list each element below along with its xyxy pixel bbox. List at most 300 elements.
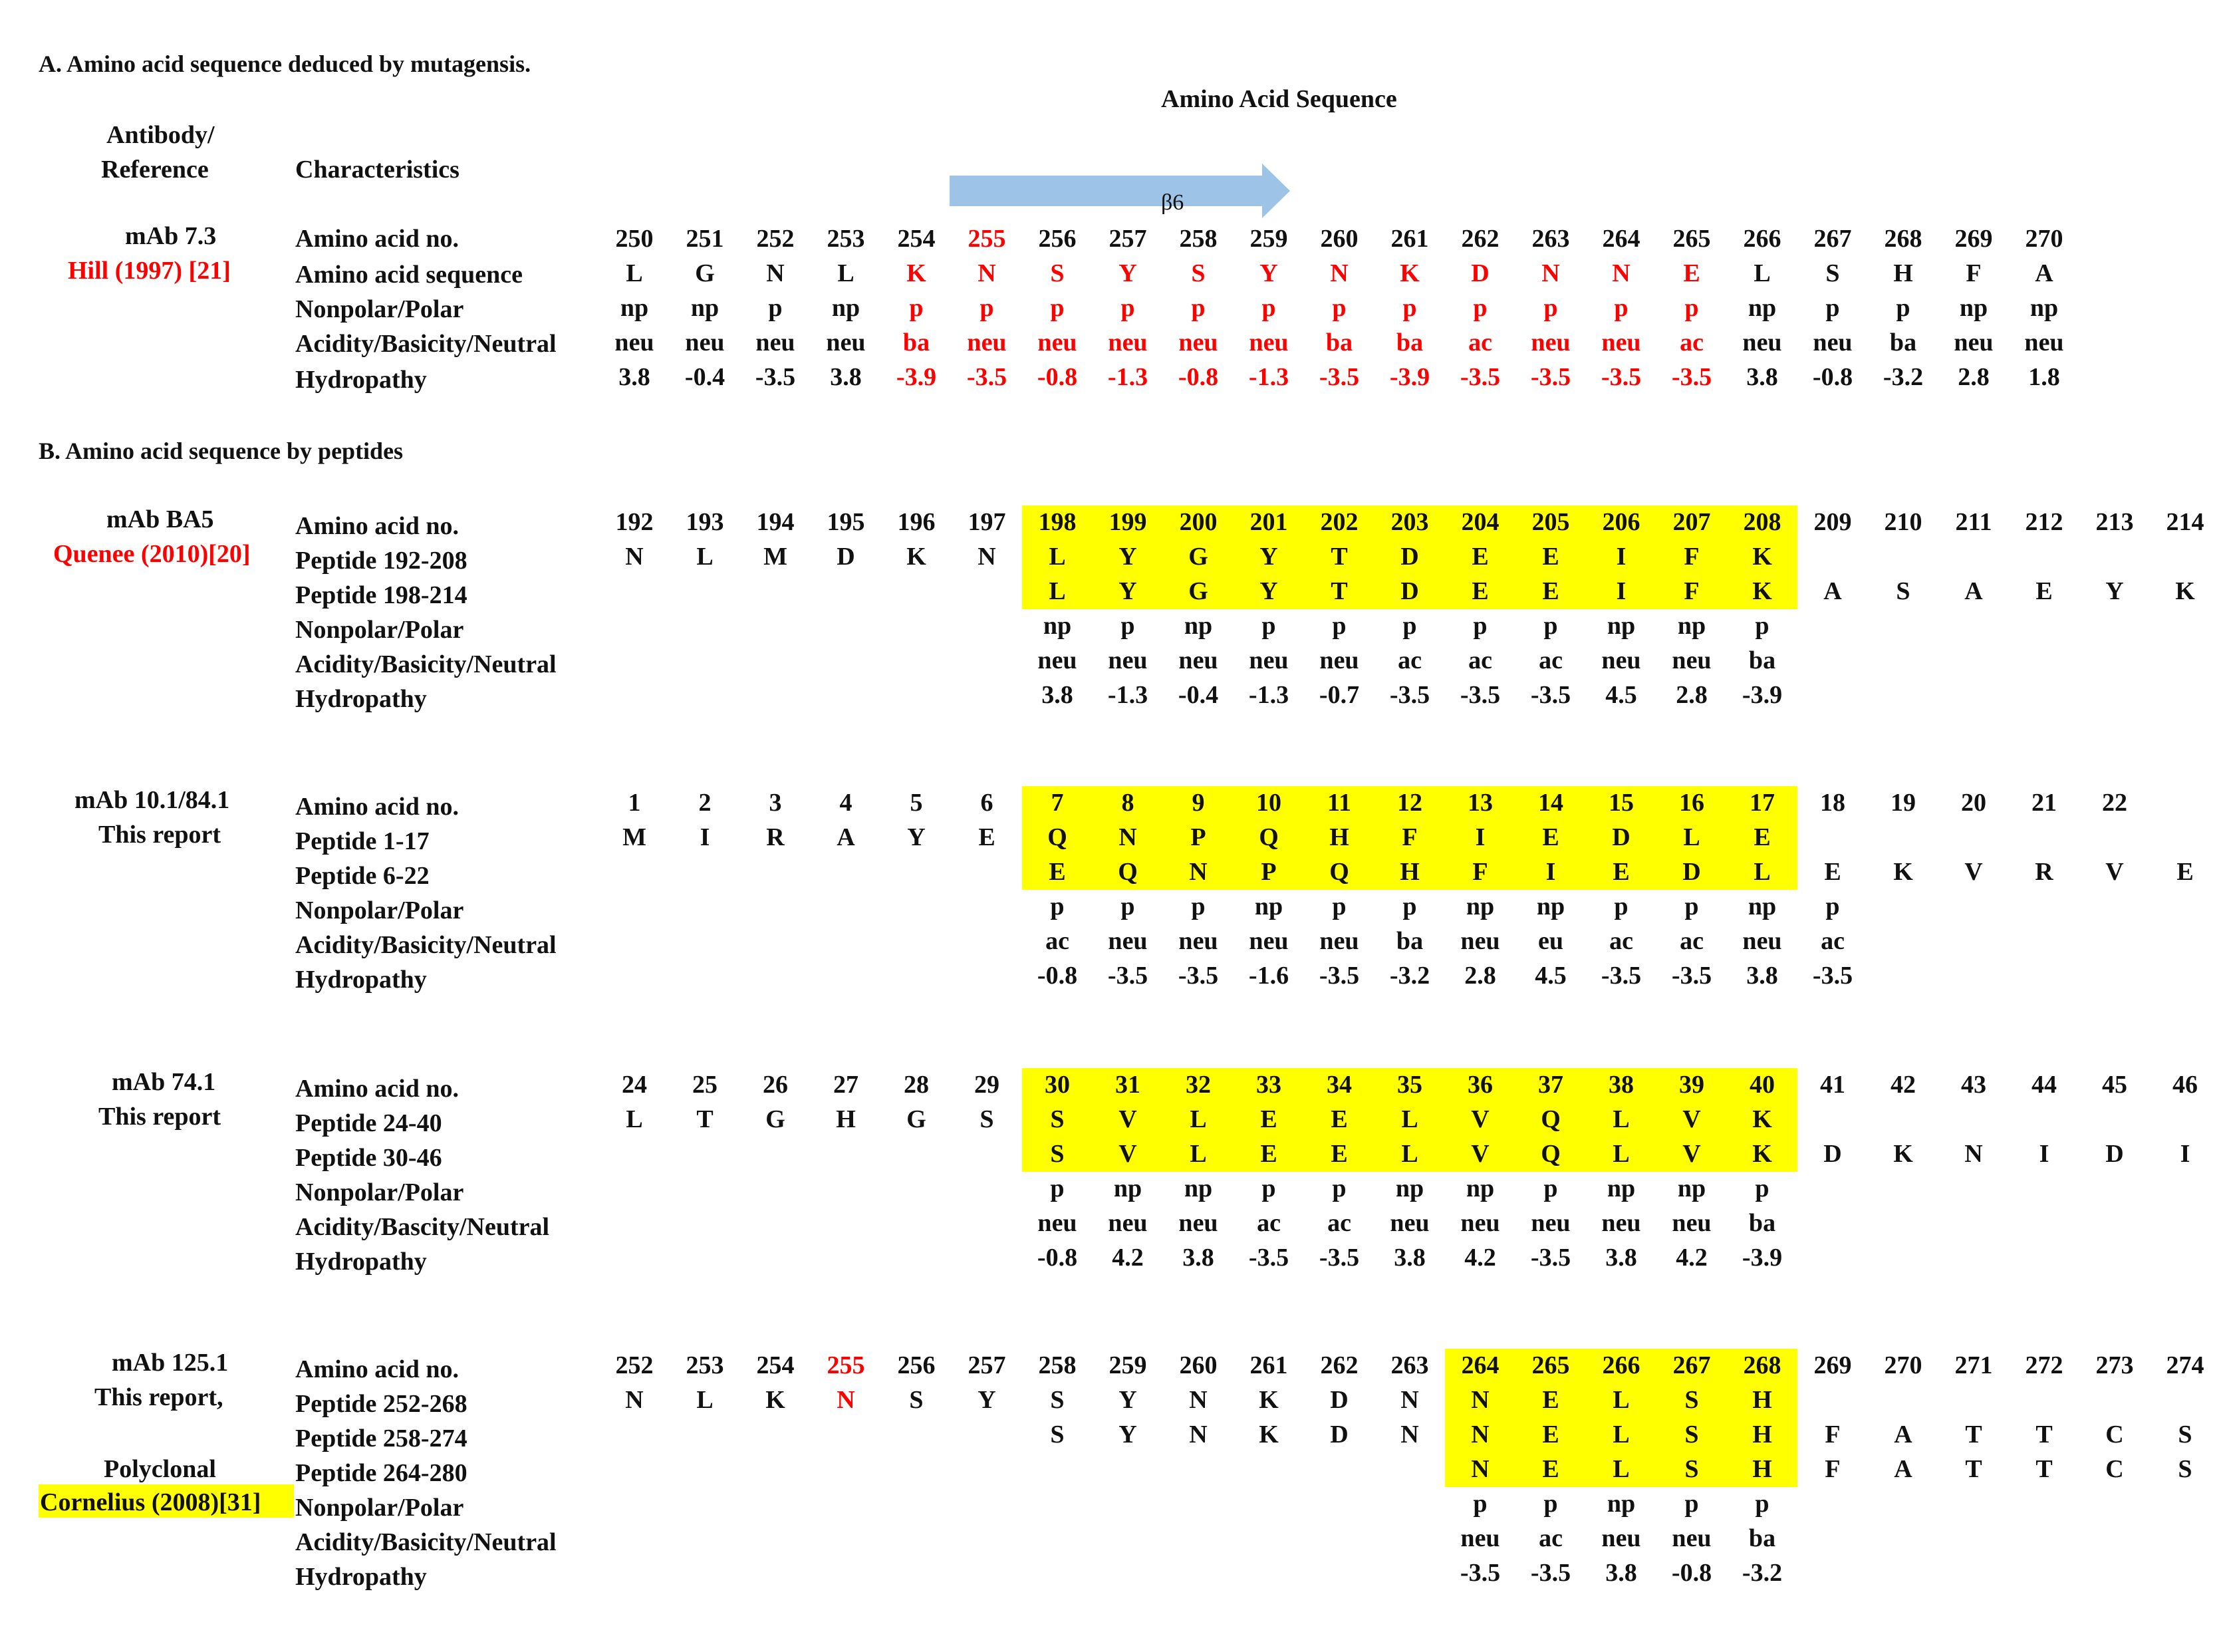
- hydropathy-value: -1.3: [1107, 363, 1148, 391]
- acidity-value: neu: [1178, 329, 1218, 356]
- amino-acid-number: 11: [1327, 789, 1351, 817]
- acidity-value: ac: [1539, 1524, 1563, 1552]
- acidity-value: neu: [1460, 927, 1500, 955]
- polarity-value: np: [1184, 1174, 1213, 1202]
- peptide-residue: L: [1613, 1140, 1630, 1168]
- acidity-value: ac: [1045, 927, 1069, 955]
- peptide-residue: Q: [1541, 1105, 1561, 1133]
- amino-acid-number: 3: [769, 789, 782, 817]
- acidity-value: ac: [1680, 329, 1704, 356]
- amino-acid-number: 213: [2095, 508, 2134, 536]
- amino-acid-number: 17: [1750, 789, 1775, 817]
- peptide-residue: E: [1613, 858, 1630, 886]
- amino-acid-number: 46: [2172, 1071, 2198, 1099]
- acidity-value: neu: [1742, 927, 1782, 955]
- polarity-value: p: [1543, 294, 1558, 322]
- amino-acid-residue: S: [1050, 259, 1065, 287]
- row-label: Hydropathy: [295, 1563, 427, 1591]
- hydropathy-value: -0.8: [1178, 363, 1219, 391]
- reference-citation: This report: [98, 821, 221, 849]
- acidity-value: ba: [1325, 329, 1353, 356]
- amino-acid-number: 5: [910, 789, 923, 817]
- hydropathy-value: -3.5: [1248, 1244, 1289, 1272]
- peptide-residue: N: [1964, 1140, 1983, 1168]
- peptide-residue: G: [765, 1105, 785, 1133]
- hydropathy-value: 2.8: [1958, 363, 1990, 391]
- peptide-residue: I: [1616, 577, 1627, 605]
- amino-acid-number: 195: [827, 508, 865, 536]
- hydropathy-value: -3.5: [755, 363, 796, 391]
- amino-acid-residue: D: [1471, 259, 1490, 287]
- acidity-value: neu: [755, 329, 795, 356]
- hydropathy-value: -3.5: [1319, 1244, 1360, 1272]
- row-label: Nonpolar/Polar: [295, 1178, 464, 1206]
- hydropathy-value: -3.5: [1460, 681, 1501, 709]
- row-label: Amino acid sequence: [295, 261, 523, 289]
- amino-acid-number: 44: [2031, 1071, 2057, 1099]
- peptide-residue: L: [696, 1386, 714, 1414]
- row-label: Nonpolar/Polar: [295, 1494, 464, 1522]
- reference-citation: This report,: [94, 1383, 223, 1411]
- amino-acid-number: 41: [1820, 1071, 1845, 1099]
- amino-acid-number: 269: [1813, 1351, 1852, 1379]
- hydropathy-value: 2.8: [1676, 681, 1708, 709]
- section-b-title: B. Amino acid sequence by peptides: [39, 438, 404, 464]
- peptide-residue: L: [1613, 1386, 1630, 1414]
- amino-acid-number: 267: [1672, 1351, 1711, 1379]
- hydropathy-value: -3.2: [1389, 962, 1430, 990]
- acidity-value: ba: [1748, 646, 1776, 674]
- peptide-residue: Y: [1118, 543, 1137, 571]
- peptide-residue: T: [696, 1105, 714, 1133]
- peptide-residue: F: [1825, 1455, 1841, 1483]
- peptide-residue: F: [1684, 543, 1700, 571]
- amino-acid-residue: G: [695, 259, 715, 287]
- peptide-residue: V: [1118, 1140, 1137, 1168]
- row-label: Peptide 252-268: [295, 1390, 467, 1418]
- polarity-value: p: [1332, 1174, 1347, 1202]
- peptide-residue: K: [1752, 543, 1772, 571]
- acidity-value: ba: [1748, 1209, 1776, 1237]
- amino-acid-number: 193: [686, 508, 724, 536]
- acidity-value: ac: [1257, 1209, 1281, 1237]
- hydropathy-value: -3.5: [1601, 363, 1642, 391]
- peptide-residue: Y: [907, 823, 926, 851]
- amino-acid-number: 262: [1320, 1351, 1359, 1379]
- amino-acid-number: 196: [897, 508, 936, 536]
- polarity-value: np: [2029, 294, 2059, 322]
- hydropathy-value: -0.8: [1037, 962, 1078, 990]
- polarity-value: p: [1050, 893, 1065, 920]
- peptide-residue: N: [625, 543, 644, 571]
- amino-acid-number: 13: [1468, 789, 1493, 817]
- acidity-value: neu: [1531, 329, 1571, 356]
- amino-acid-number: 252: [615, 1351, 654, 1379]
- row-label: Acidity/Basicity/Neutral: [295, 330, 557, 358]
- peptide-residue: A: [1894, 1455, 1912, 1483]
- amino-acid-number: 260: [1320, 225, 1359, 253]
- peptide-residue: S: [1684, 1386, 1699, 1414]
- hydropathy-value: -3.5: [1530, 1559, 1571, 1587]
- row-label: Amino acid no.: [295, 793, 459, 821]
- hydropathy-value: -3.9: [1742, 1244, 1783, 1272]
- polarity-value: p: [1614, 294, 1629, 322]
- row-label: Amino acid no.: [295, 512, 459, 540]
- row-label: Hydropathy: [295, 1248, 427, 1276]
- row-label: Hydropathy: [295, 966, 427, 994]
- polarity-value: np: [1184, 612, 1213, 640]
- hydropathy-value: -0.8: [1671, 1559, 1712, 1587]
- amino-acid-residue: A: [2035, 259, 2053, 287]
- peptide-residue: L: [1613, 1105, 1630, 1133]
- amino-acid-number: 257: [1109, 225, 1147, 253]
- peptide-residue: Q: [1329, 858, 1349, 886]
- amino-acid-number: 204: [1461, 508, 1500, 536]
- peptide-residue: L: [1190, 1140, 1207, 1168]
- hydropathy-value: 4.2: [1676, 1244, 1708, 1272]
- peptide-residue: S: [1050, 1421, 1065, 1448]
- peptide-residue: L: [1401, 1105, 1418, 1133]
- acidity-value: neu: [1672, 1209, 1712, 1237]
- peptide-residue: D: [1612, 823, 1631, 851]
- amino-acid-number: 258: [1038, 1351, 1077, 1379]
- peptide-residue: N: [1118, 823, 1137, 851]
- peptide-residue: E: [1542, 543, 1559, 571]
- hydropathy-value: -3.5: [1812, 962, 1853, 990]
- peptide-residue: D: [1682, 858, 1701, 886]
- hydropathy-value: 3.8: [1605, 1559, 1637, 1587]
- beta-strand-arrow: [950, 162, 1290, 219]
- peptide-residue: Y: [1259, 577, 1278, 605]
- polarity-value: p: [1684, 1490, 1699, 1518]
- amino-acid-number: 258: [1179, 225, 1218, 253]
- amino-acid-number: 207: [1672, 508, 1711, 536]
- peptide-residue: E: [1331, 1140, 1348, 1168]
- polarity-value: np: [690, 294, 720, 322]
- amino-acid-residue: S: [1825, 259, 1840, 287]
- amino-acid-number: 263: [1531, 225, 1570, 253]
- polarity-value: p: [1684, 294, 1699, 322]
- peptide-residue: E: [1542, 1455, 1559, 1483]
- peptide-residue: S: [909, 1386, 924, 1414]
- peptide-residue: N: [1189, 858, 1208, 886]
- acidity-value: neu: [1672, 646, 1712, 674]
- amino-acid-number: 26: [763, 1071, 788, 1099]
- row-label: Nonpolar/Polar: [295, 295, 464, 323]
- hydropathy-value: -3.5: [1530, 363, 1571, 391]
- amino-acid-number: 45: [2102, 1071, 2127, 1099]
- amino-acid-number: 210: [1884, 508, 1922, 536]
- amino-acid-residue: L: [837, 259, 854, 287]
- acidity-value: neu: [1742, 329, 1782, 356]
- row-label: Amino acid no.: [295, 1355, 459, 1383]
- hydropathy-value: -3.5: [1601, 962, 1642, 990]
- peptide-residue: E: [2176, 858, 2194, 886]
- hydropathy-value: 3.8: [618, 363, 650, 391]
- amino-acid-number: 268: [1884, 225, 1922, 253]
- polarity-value: p: [1684, 893, 1699, 920]
- peptide-residue: D: [837, 543, 855, 571]
- hydropathy-value: 3.8: [1394, 1244, 1426, 1272]
- peptide-residue: K: [2175, 577, 2195, 605]
- hydropathy-value: 3.8: [1041, 681, 1073, 709]
- polarity-value: p: [1402, 294, 1417, 322]
- amino-acid-number: 265: [1531, 1351, 1570, 1379]
- peptide-residue: Q: [1541, 1140, 1561, 1168]
- amino-acid-number: 253: [827, 225, 865, 253]
- acidity-value: ac: [1468, 646, 1492, 674]
- acidity-value: eu: [1538, 927, 1563, 955]
- hydropathy-value: -3.5: [1389, 681, 1430, 709]
- peptide-residue: L: [1683, 823, 1700, 851]
- acidity-value: neu: [1249, 329, 1289, 356]
- peptide-residue: H: [1752, 1421, 1772, 1448]
- polarity-value: p: [1473, 1490, 1488, 1518]
- polarity-value: p: [1050, 294, 1065, 322]
- peptide-residue: K: [1893, 1140, 1913, 1168]
- amino-acid-number: 6: [980, 789, 993, 817]
- amino-acid-number: 260: [1179, 1351, 1218, 1379]
- peptide-residue: E: [1542, 1421, 1559, 1448]
- amino-acid-number: 273: [2095, 1351, 2134, 1379]
- row-label: Amino acid no.: [295, 225, 459, 253]
- amino-acid-number: 16: [1679, 789, 1704, 817]
- characteristics-header: Characteristics: [295, 156, 459, 184]
- row-label: Acidity/Basicity/Neutral: [295, 650, 557, 678]
- peptide-residue: D: [1330, 1386, 1349, 1414]
- peptide-residue: I: [1616, 543, 1627, 571]
- acidity-value: neu: [1954, 329, 1994, 356]
- hydropathy-value: 3.8: [1746, 363, 1778, 391]
- reference-citation: Quenee (2010)[20]: [53, 540, 251, 568]
- peptide-residue: V: [1964, 858, 1983, 886]
- peptide-residue: E: [1824, 858, 1841, 886]
- hydropathy-value: 4.2: [1464, 1244, 1496, 1272]
- peptide-residue: M: [763, 543, 787, 571]
- peptide-residue: E: [1542, 1386, 1559, 1414]
- peptide-residue: H: [1329, 823, 1349, 851]
- hydropathy-value: -0.8: [1037, 363, 1078, 391]
- amino-acid-number: 206: [1602, 508, 1640, 536]
- amino-acid-number: 271: [1954, 1351, 1993, 1379]
- peptide-residue: N: [1189, 1421, 1208, 1448]
- peptide-residue: C: [2105, 1421, 2124, 1448]
- amino-acid-number: 25: [692, 1071, 718, 1099]
- peptide-residue: T: [1331, 577, 1348, 605]
- amino-acid-number: 39: [1679, 1071, 1704, 1099]
- row-label: Peptide 1-17: [295, 827, 430, 855]
- polarity-value: p: [1473, 294, 1488, 322]
- amino-acid-number: 208: [1743, 508, 1781, 536]
- polarity-value: p: [1120, 893, 1135, 920]
- reference-citation: Cornelius (2008)[31]: [40, 1488, 261, 1516]
- amino-acid-residue: N: [1330, 259, 1349, 287]
- polarity-value: p: [980, 294, 994, 322]
- row-label: Nonpolar/Polar: [295, 896, 464, 924]
- row-label: Peptide 264-280: [295, 1459, 467, 1487]
- peptide-residue: L: [1049, 577, 1066, 605]
- section-a-title: A. Amino acid sequence deduced by mutagensis.: [39, 51, 531, 77]
- polarity-value: p: [1825, 294, 1840, 322]
- peptide-residue: A: [837, 823, 855, 851]
- peptide-residue: E: [1049, 858, 1066, 886]
- peptide-residue: S: [1684, 1455, 1699, 1483]
- amino-acid-number: 9: [1192, 789, 1205, 817]
- row-label: Peptide 198-214: [295, 581, 467, 609]
- polarity-value: p: [1402, 612, 1417, 640]
- hydropathy-value: -3.9: [1389, 363, 1430, 391]
- peptide-residue: N: [1471, 1421, 1490, 1448]
- peptide-residue: H: [1400, 858, 1420, 886]
- antibody-name: mAb 10.1/84.1: [74, 786, 230, 814]
- amino-acid-number: 255: [827, 1351, 865, 1379]
- amino-acid-number: 8: [1121, 789, 1134, 817]
- polarity-value: p: [1261, 612, 1276, 640]
- amino-acid-residue: L: [626, 259, 643, 287]
- polarity-value: p: [1543, 1490, 1558, 1518]
- hydropathy-value: -0.8: [1037, 1244, 1078, 1272]
- amino-acid-number: 259: [1109, 1351, 1147, 1379]
- amino-acid-number: 251: [686, 225, 724, 253]
- peptide-residue: V: [1682, 1105, 1701, 1133]
- peptide-residue: S: [2178, 1421, 2192, 1448]
- amino-acid-number: 37: [1538, 1071, 1563, 1099]
- amino-acid-number: 40: [1750, 1071, 1775, 1099]
- peptide-residue: N: [1189, 1386, 1208, 1414]
- peptide-residue: G: [1188, 543, 1208, 571]
- peptide-residue: F: [1684, 577, 1700, 605]
- acidity-value: neu: [1460, 1524, 1500, 1552]
- peptide-residue: T: [2035, 1421, 2053, 1448]
- polarity-value: np: [1607, 1490, 1636, 1518]
- hydropathy-value: -0.8: [1812, 363, 1853, 391]
- amino-acid-number: 269: [1954, 225, 1993, 253]
- amino-acid-number: 259: [1249, 225, 1288, 253]
- reference-citation: Hill (1997) [21]: [68, 257, 231, 285]
- beta-strand-label: β6: [1161, 190, 1184, 215]
- amino-acid-number: 201: [1249, 508, 1288, 536]
- peptide-residue: N: [625, 1386, 644, 1414]
- hydropathy-value: -3.9: [896, 363, 937, 391]
- amino-acid-residue: E: [1683, 259, 1700, 287]
- peptide-residue: K: [1752, 1140, 1772, 1168]
- row-label: Acidity/Basicity/Neutral: [295, 931, 557, 959]
- peptide-residue: E: [1542, 577, 1559, 605]
- peptide-residue: H: [1752, 1455, 1772, 1483]
- row-label: Acidity/Bascity/Neutral: [295, 1213, 550, 1241]
- peptide-residue: L: [1754, 858, 1771, 886]
- peptide-residue: S: [1050, 1105, 1065, 1133]
- amino-acid-number: 29: [974, 1071, 999, 1099]
- acidity-value: neu: [1178, 927, 1218, 955]
- amino-acid-residue: N: [978, 259, 996, 287]
- peptide-residue: L: [1613, 1421, 1630, 1448]
- hydropathy-value: 2.8: [1464, 962, 1496, 990]
- row-label: Hydropathy: [295, 685, 427, 713]
- peptide-residue: V: [1471, 1140, 1490, 1168]
- peptide-residue: E: [978, 823, 995, 851]
- polarity-value: np: [1466, 893, 1495, 920]
- peptide-residue: S: [2178, 1455, 2192, 1483]
- polarity-value: p: [1120, 612, 1135, 640]
- hydropathy-value: -1.3: [1248, 363, 1289, 391]
- acidity-value: neu: [1672, 1524, 1712, 1552]
- peptide-residue: I: [2180, 1140, 2190, 1168]
- polarity-value: np: [1607, 612, 1636, 640]
- amino-acid-number: 203: [1390, 508, 1429, 536]
- amino-acid-number: 19: [1891, 789, 1916, 817]
- peptide-residue: T: [2035, 1455, 2053, 1483]
- acidity-value: neu: [1601, 329, 1641, 356]
- hydropathy-value: 1.8: [2028, 363, 2060, 391]
- peptide-residue: E: [1542, 823, 1559, 851]
- polarity-value: p: [1332, 893, 1347, 920]
- peptide-residue: I: [700, 823, 710, 851]
- amino-acid-number: 4: [839, 789, 852, 817]
- amino-acid-number: 38: [1609, 1071, 1634, 1099]
- peptide-residue: V: [2105, 858, 2124, 886]
- peptide-residue: L: [1401, 1140, 1418, 1168]
- amino-acid-number: 274: [2166, 1351, 2204, 1379]
- peptide-residue: C: [2105, 1455, 2124, 1483]
- amino-acid-number: 10: [1256, 789, 1281, 817]
- amino-acid-number: 270: [1884, 1351, 1922, 1379]
- acidity-value: neu: [967, 329, 1007, 356]
- reference-header: Reference: [101, 156, 209, 184]
- polarity-value: p: [1755, 612, 1769, 640]
- antibody-name: mAb 125.1: [112, 1349, 229, 1377]
- hydropathy-value: -0.4: [684, 363, 725, 391]
- antibody-name: mAb BA5: [106, 505, 214, 533]
- acidity-value: neu: [1319, 646, 1359, 674]
- peptide-residue: D: [1330, 1421, 1349, 1448]
- amino-acid-number: 18: [1820, 789, 1845, 817]
- amino-acid-number: 253: [686, 1351, 724, 1379]
- hydropathy-value: -3.5: [1460, 1559, 1501, 1587]
- amino-acid-number: 265: [1672, 225, 1711, 253]
- peptide-residue: H: [836, 1105, 856, 1133]
- peptide-residue: K: [1752, 1105, 1772, 1133]
- polarity-value: np: [620, 294, 649, 322]
- peptide-residue: E: [2035, 577, 2053, 605]
- amino-acid-number: 194: [756, 508, 795, 536]
- amino-acid-number: 209: [1813, 508, 1852, 536]
- acidity-value: ac: [1327, 1209, 1351, 1237]
- amino-acid-number: 35: [1397, 1071, 1422, 1099]
- acidity-value: neu: [1178, 1209, 1218, 1237]
- amino-acid-residue: F: [1966, 259, 1982, 287]
- polarity-value: np: [1677, 612, 1706, 640]
- peptide-residue: D: [1400, 577, 1419, 605]
- peptide-residue: I: [2039, 1140, 2049, 1168]
- hydropathy-value: 3.8: [1182, 1244, 1214, 1272]
- amino-acid-number: 20: [1961, 789, 1986, 817]
- amino-acid-number: 214: [2166, 508, 2204, 536]
- amino-acid-number: 272: [2025, 1351, 2063, 1379]
- hydropathy-value: -3.9: [1742, 681, 1783, 709]
- polarity-value: p: [1332, 612, 1347, 640]
- acidity-value: neu: [1601, 646, 1641, 674]
- hydropathy-value: -3.2: [1742, 1559, 1783, 1587]
- polarity-value: np: [1536, 893, 1565, 920]
- polarity-value: p: [1896, 294, 1910, 322]
- polarity-value: np: [1395, 1174, 1424, 1202]
- amino-acid-number: 254: [897, 225, 936, 253]
- hydropathy-value: -1.3: [1248, 681, 1289, 709]
- peptide-residue: V: [1682, 1140, 1701, 1168]
- amino-acid-number: 200: [1179, 508, 1218, 536]
- amino-acid-number: 2: [698, 789, 712, 817]
